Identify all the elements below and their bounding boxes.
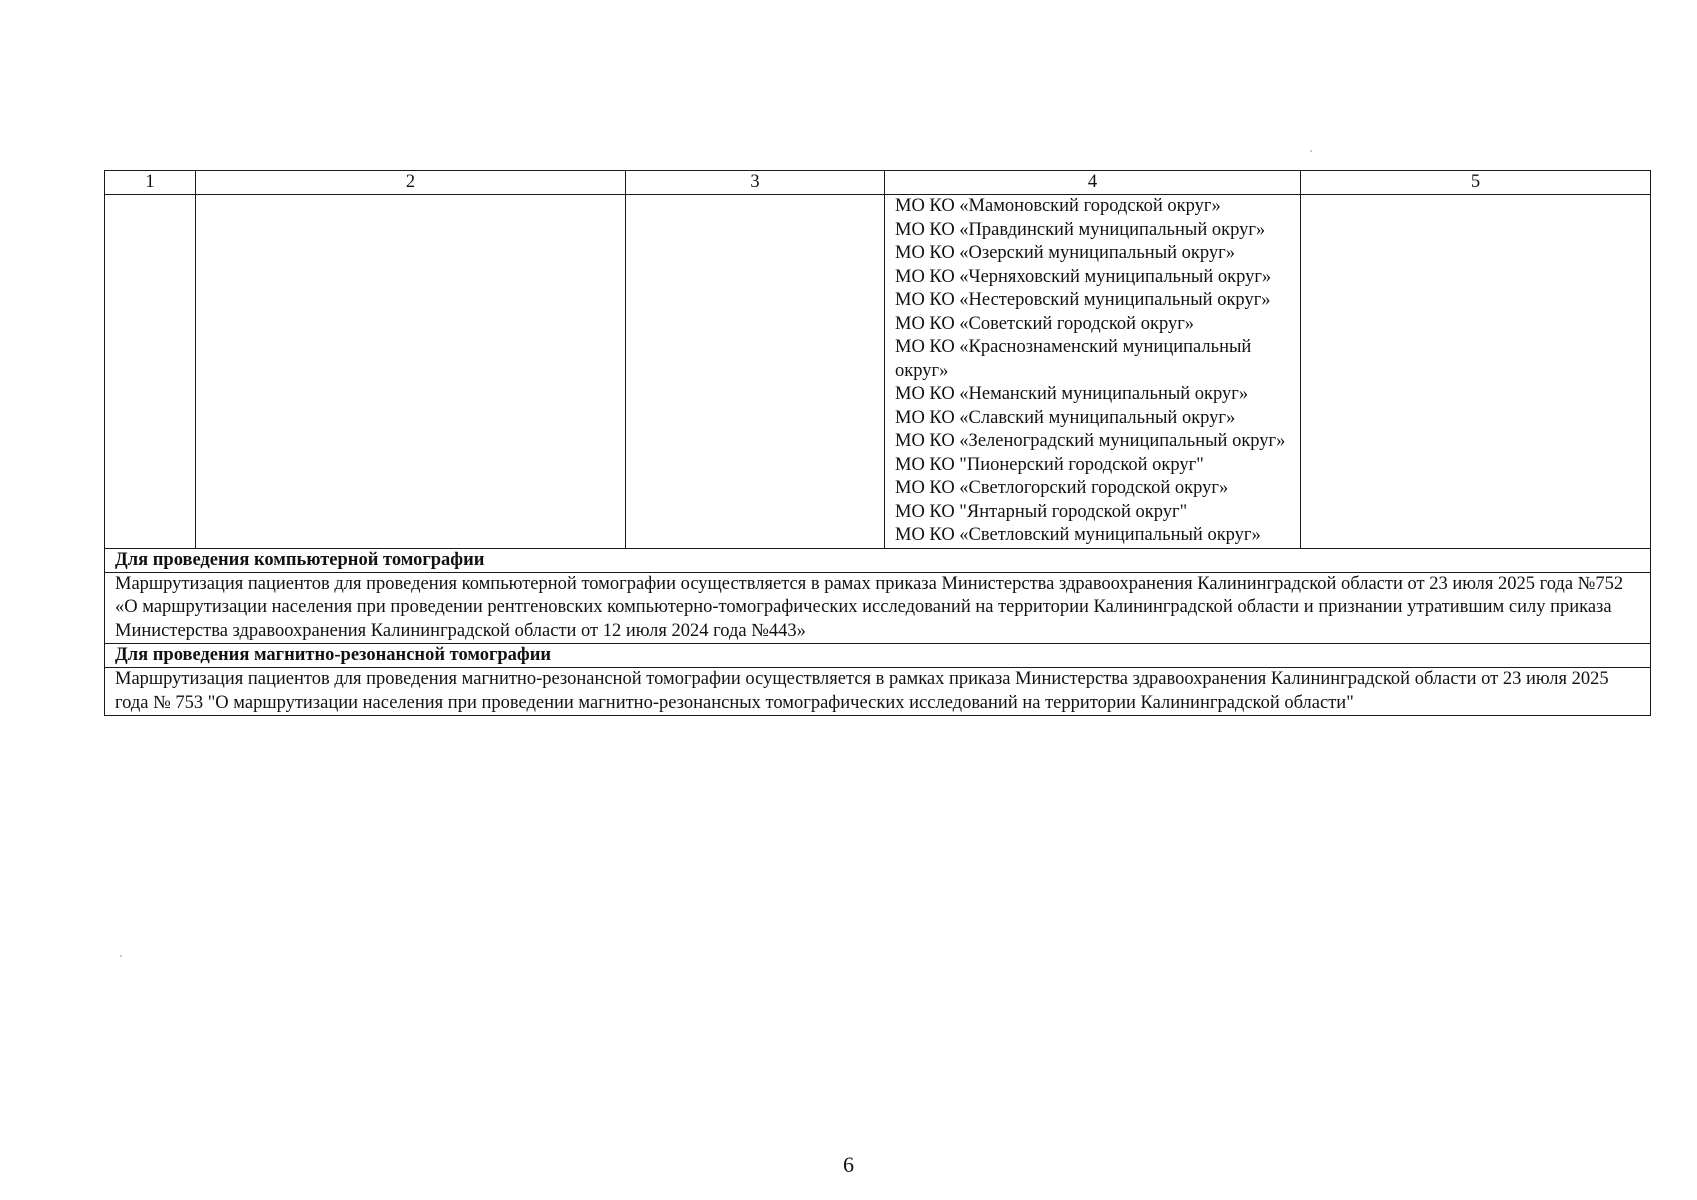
column-number-row xyxy=(105,171,1651,195)
routing-table xyxy=(104,170,1651,716)
district-list xyxy=(895,195,1290,548)
section-heading-row-ct xyxy=(105,548,1651,572)
section-heading-row-mri xyxy=(105,644,1651,668)
list-item: МО КО "Янтарный городской округ" xyxy=(895,501,1188,522)
list-item: МО КО «Неманский муниципальный округ» xyxy=(895,384,1249,404)
cell-col1 xyxy=(105,195,196,549)
list-item: МО КО «Правдинский муниципальный округ» xyxy=(895,219,1266,240)
list-item: МО КО "Пионерский городской округ" xyxy=(895,454,1204,475)
cell-col4-district-list xyxy=(885,195,1301,549)
list-item: МО КО «Славский муниципальный округ» xyxy=(895,407,1236,428)
list-item: МО КО «Озерский муниципальный округ» xyxy=(895,243,1235,263)
cell-col2 xyxy=(196,195,626,549)
column-header-2: 2 xyxy=(196,171,626,195)
column-header-1: 1 xyxy=(105,171,196,195)
list-item: МО КО «Советский городской округ» xyxy=(895,313,1195,334)
list-item: МО КО «Мамоновский городской округ» xyxy=(895,196,1221,216)
section-heading-ct: Для проведения компьютерной томографии xyxy=(105,548,1651,572)
list-item: МО КО «Светлогорский городской округ» xyxy=(895,478,1229,498)
list-item: МО КО «Краснознаменский муниципальный округ» xyxy=(895,337,1252,381)
list-item: МО КО «Светловский муниципальный округ» xyxy=(895,525,1261,545)
list-item: МО КО «Черняховский муниципальный округ» xyxy=(895,266,1272,287)
cell-col5 xyxy=(1301,195,1651,549)
list-item: МО КО «Зеленоградский муниципальный округ» xyxy=(895,431,1286,451)
cell-col3 xyxy=(626,195,885,549)
section-text-mri: Маршрутизация пациентов для проведения магнитно-резонансной томографии осуществляется в рамках приказа Министерства здравоохранения Калининградской области от 23 июля 2025 года № 753 "О маршрутизации населения при проведении магнитно-резонансных томографических исследований на территории Калининградской области" xyxy=(105,668,1651,716)
table-row xyxy=(105,195,1651,549)
section-heading-mri: Для проведения магнитно-резонансной томографии xyxy=(105,644,1651,668)
scan-speck xyxy=(120,955,122,957)
section-text-ct: Маршрутизация пациентов для проведения компьютерной томографии осуществляется в рамах приказа Министерства здравоохранения Калининградской области от 23 июля 2025 года №752 «О маршрутизации населения при проведении рентгеновских компьютерно-томографических исследований на территории Калининградской области и признании утратившим силу приказа Министерства здравоохранения Калининградской области от 12 июля 2024 года №443» xyxy=(105,572,1651,644)
column-header-5: 5 xyxy=(1301,171,1651,195)
page-number: 6 xyxy=(843,1152,854,1177)
section-text-row-mri xyxy=(105,668,1651,716)
section-text-row-ct xyxy=(105,572,1651,644)
column-header-3: 3 xyxy=(626,171,885,195)
list-item: МО КО «Нестеровский муниципальный округ» xyxy=(895,290,1271,310)
column-header-4: 4 xyxy=(885,171,1301,195)
scan-speck xyxy=(1310,150,1312,152)
